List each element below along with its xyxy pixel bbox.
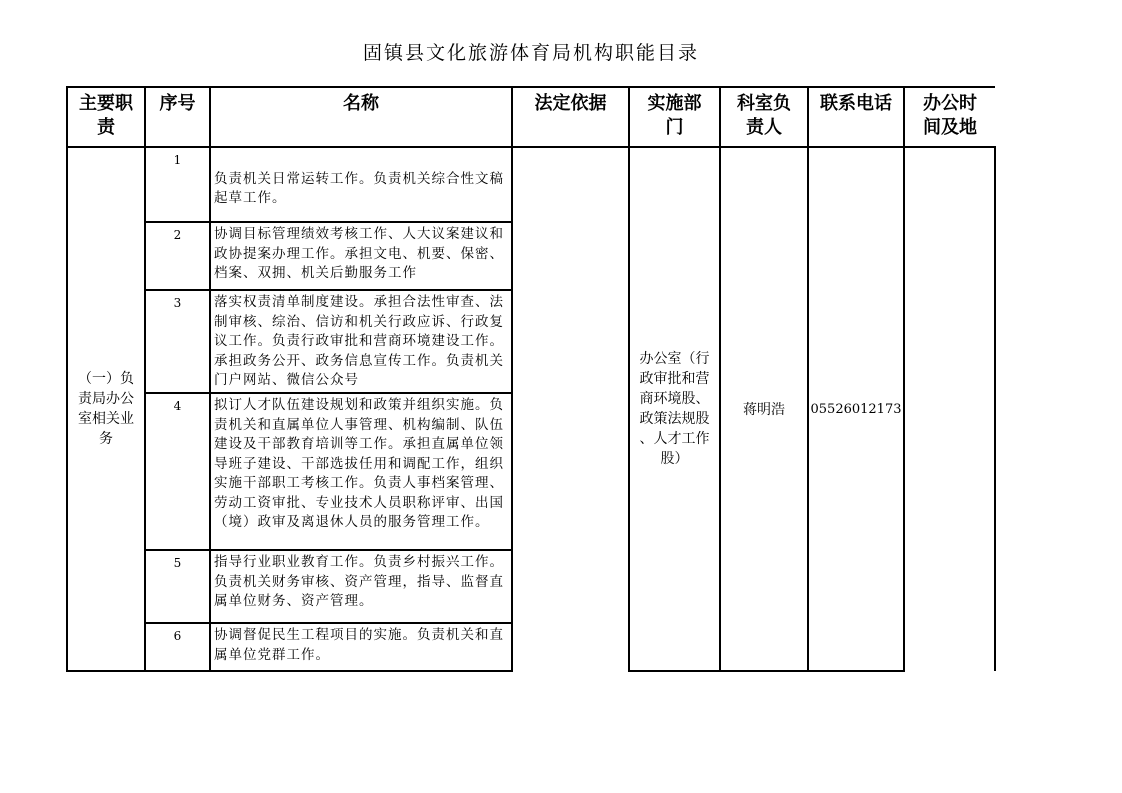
- group-dept-cell: [629, 147, 720, 671]
- header-phone: 联系电话: [808, 87, 904, 147]
- header-hours: 办公时 间及地: [904, 87, 995, 147]
- seq-cell: 2: [145, 222, 210, 290]
- page-title: 固镇县文化旅游体育局机构职能目录: [362, 42, 699, 64]
- group-duty-text: （一）负 责局办公 室相关业 务: [78, 371, 134, 447]
- function-catalog-table: [66, 86, 996, 672]
- seq-cell: 5: [145, 550, 210, 623]
- seq-cell: 1: [145, 147, 210, 222]
- header-duty: 主要职 责: [67, 87, 145, 147]
- header-seq: 序号: [145, 87, 210, 147]
- group-phone-cell: [808, 147, 904, 671]
- seq-cell: 3: [145, 290, 210, 393]
- header-person: 科室负 责人: [720, 87, 808, 147]
- desc-cell: 落实权责清单制度建设。承担合法性审查、法制审核、综治、信访和机关行政应诉、行政复议工作。负责行政审批和营商环境建设工作。承担政务公开、政务信息宣传工作。负责机关门户网站、微信公众号: [210, 290, 512, 393]
- desc-cell: 负责机关日常运转工作。负责机关综合性文稿起草工作。: [210, 147, 512, 222]
- header-name: 名称: [210, 87, 512, 147]
- group-hours-cell: [904, 147, 995, 671]
- desc-cell: 指导行业职业教育工作。负责乡村振兴工作。负责机关财务审核、资产管理，指导、监督直属单位财务、资产管理。: [210, 550, 512, 623]
- desc-cell: 拟订人才队伍建设规划和政策并组织实施。负责机关和直属单位人事管理、机构编制、队伍建设及干部教育培训等工作。承担直属单位领导班子建设、干部选拔任用和调配工作，组织实施干部职工考核工作。负责人事档案管理、劳动工资审批、专业技术人员职称评审、出国（境）政审及离退休人员的服务管理工作。: [210, 393, 512, 550]
- group-person-cell: [720, 147, 808, 671]
- header-row: [67, 87, 995, 147]
- table-row: [67, 147, 995, 222]
- group-dept-text: 办公室（行 政审批和营 商环境股、 政策法规股 、人才工作 股）: [639, 351, 710, 467]
- group-phone-text: 05526012173: [810, 401, 902, 417]
- group-person-text: 蒋明浩: [743, 402, 785, 418]
- desc-cell: 协调目标管理绩效考核工作、人大议案建议和政协提案办理工作。承担文电、机要、保密、档案、双拥、机关后勤服务工作: [210, 222, 512, 290]
- header-basis: 法定依据: [512, 87, 629, 147]
- seq-cell: 6: [145, 623, 210, 671]
- seq-cell: 4: [145, 393, 210, 550]
- desc-cell: 协调督促民生工程项目的实施。负责机关和直属单位党群工作。: [210, 623, 512, 671]
- group-duty-cell: [67, 147, 145, 671]
- basis-cell: [512, 147, 629, 671]
- header-dept: 实施部 门: [629, 87, 720, 147]
